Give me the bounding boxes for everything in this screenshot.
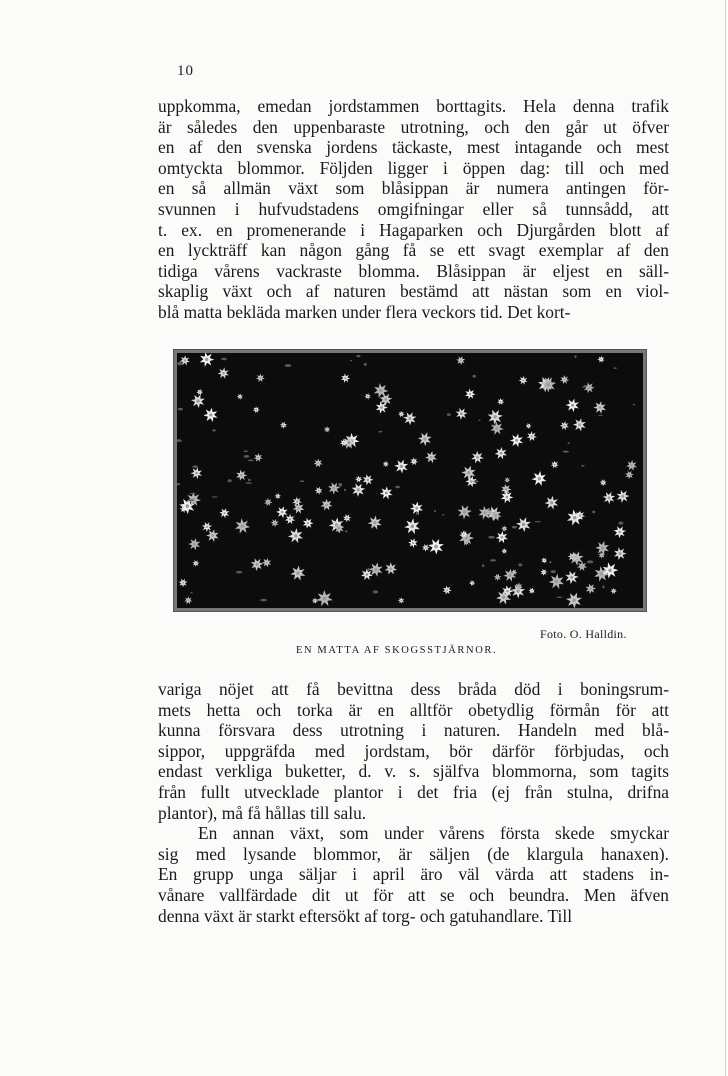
flower-center [469, 393, 471, 395]
flower-center [618, 531, 621, 534]
flower-center [599, 406, 602, 409]
flower-center [384, 398, 387, 401]
flower-center [505, 488, 507, 490]
leaf-speck [248, 479, 251, 481]
photo-credit: Foto. O. Halldin. [540, 627, 627, 641]
leaf-speck [178, 408, 183, 411]
flower-center [400, 600, 402, 602]
flower-center [522, 523, 525, 526]
text-line: svunnen i hufvudstadens omgifningar eller så tunnsådd, att [158, 198, 669, 219]
flower-center [195, 472, 198, 475]
leaf-speck [244, 450, 248, 452]
leaf-speck [563, 451, 570, 453]
text-line: vånare vallfärdade dit ut för att se och beundra. Men äfven [158, 884, 669, 905]
flower-center [425, 547, 427, 549]
flower-center [410, 525, 414, 529]
flower-center [344, 377, 346, 379]
flower-center [385, 492, 388, 495]
leaf-speck [473, 480, 479, 482]
flower-center [317, 462, 319, 464]
leaf-speck [518, 563, 522, 566]
text-line: uppkomma, emedan jordstammen borttagits. Hela denna trafik [158, 96, 669, 116]
text-line: En grupp unga säljar i april äro väl värda att stadens in- [158, 864, 669, 885]
flower-center [323, 597, 327, 601]
flower-center [267, 501, 269, 503]
flower-center [483, 511, 486, 514]
flower-center [608, 569, 612, 573]
flower-center [466, 542, 467, 543]
flower-center [256, 409, 258, 411]
leaf-speck [350, 360, 352, 361]
flower-center [205, 358, 208, 361]
flower-center [494, 514, 497, 517]
flower-center [333, 487, 336, 490]
flower-center [581, 565, 583, 567]
flower-center [518, 586, 520, 588]
photo-frame [173, 349, 647, 612]
flower-center [500, 452, 503, 455]
text-line: sippor, uppgräfda med jordstam, bör därför förbjudas, och [158, 740, 669, 761]
flower-center [195, 562, 197, 564]
text-line: En annan växt, som under vårens första skede smyckar [198, 823, 669, 844]
flower-center [413, 461, 415, 463]
flower-center [193, 543, 196, 546]
flower-center [289, 518, 291, 520]
flower-center [274, 522, 276, 524]
text-line: sig med lysande blommor, är säljen (de klargula hanaxen). [158, 843, 669, 864]
leaf-speck [598, 415, 603, 416]
page-number: 10 [177, 63, 194, 79]
flower-center [538, 477, 541, 480]
flower-center [446, 589, 448, 591]
flower-center [296, 501, 298, 503]
flower-center [506, 479, 507, 480]
flower-center [366, 573, 369, 576]
flower-center [601, 554, 603, 556]
text-line: mets hetta och torka är en alltför obetydlig förmån för att [158, 699, 669, 720]
flower-center [504, 528, 505, 529]
flower-center [343, 442, 345, 444]
leaf-speck [338, 483, 342, 487]
leaf-speck [567, 442, 570, 444]
flower-center [283, 424, 285, 426]
flower-center [618, 552, 621, 555]
leaf-speck [189, 493, 196, 494]
leaf-speck [602, 585, 604, 588]
flower-center [357, 488, 360, 491]
flower-center [389, 567, 392, 570]
flower-center [573, 516, 577, 520]
flower-center [508, 574, 511, 577]
flower-center [579, 514, 581, 516]
flower-center [408, 417, 411, 420]
flower-center [434, 545, 438, 549]
flower-center [575, 556, 577, 558]
leaf-speck [188, 499, 193, 501]
leaf-speck [633, 404, 635, 406]
flower-center [501, 536, 504, 539]
flower-center [502, 596, 505, 599]
leaf-speck [243, 455, 249, 458]
flower-center [460, 359, 462, 361]
flower-center [184, 359, 186, 361]
flower-center [544, 560, 545, 561]
flower-center [600, 359, 602, 361]
leaf-speck [245, 482, 252, 484]
flower-center [550, 501, 553, 504]
leaf-speck [512, 526, 517, 529]
leaf-speck [592, 511, 595, 514]
flower-center [374, 568, 377, 571]
leaf-speck [285, 364, 292, 367]
flower-center [366, 478, 369, 481]
page-edge [725, 0, 726, 1076]
leaf-speck [482, 564, 484, 567]
flower-center [294, 534, 297, 537]
flower-center [373, 521, 376, 524]
leaf-speck [356, 355, 360, 357]
leaf-speck [488, 536, 495, 539]
flower-center [476, 456, 479, 459]
flower-center [500, 401, 502, 403]
text-line: endast verkliga buketter, d. v. s. själfva blommorna, som tagits [158, 761, 669, 782]
flower-center [296, 572, 299, 575]
flower-center [493, 415, 496, 418]
leaf-speck [177, 362, 182, 366]
leaf-speck [534, 521, 541, 522]
flower-center [240, 474, 243, 477]
flower-center [423, 437, 426, 440]
flower-center [412, 542, 414, 544]
text-line: skaplig växt och af naturen bestämd att nästan som en viol- [158, 281, 669, 302]
flower-center [222, 372, 225, 375]
leaf-speck [549, 561, 551, 563]
flower-center [489, 512, 491, 514]
flower-center [297, 507, 300, 510]
flower-center [346, 517, 348, 519]
leaf-speck [551, 570, 556, 573]
flower-center [401, 413, 402, 414]
paragraph-bottom [158, 679, 669, 926]
leaf-speck [345, 530, 347, 532]
flower-center [239, 396, 240, 397]
flower-center [555, 580, 559, 584]
text-line: variga nöjet att få bevittna dess bråda död i boningsrum- [158, 679, 669, 699]
leaf-speck [619, 522, 624, 525]
flower-center [601, 546, 604, 549]
flower-center [277, 495, 278, 496]
flower-center [515, 439, 518, 442]
leaf-speck [346, 436, 349, 437]
leaf-speck [490, 559, 496, 561]
flower-center [621, 495, 624, 498]
leaf-speck [478, 420, 480, 421]
flower-center [460, 412, 463, 415]
text-line: en lyckträff kan någon gång få se ett svagt exemplar af den [158, 240, 669, 261]
flower-center [470, 480, 473, 483]
flower-center [563, 425, 565, 427]
photo-forest-star-flowers [177, 353, 643, 608]
leaf-speck [447, 413, 451, 416]
leaf-speck [587, 560, 594, 563]
text-line: omtyckta blommor. Följden ligger i öppen dag: till och med [158, 157, 669, 178]
flower-center [338, 527, 340, 529]
flower-center [578, 423, 581, 426]
flower-center [543, 571, 545, 573]
leaf-speck [416, 512, 419, 515]
flower-center [196, 399, 199, 402]
flower-center [516, 590, 519, 593]
flower-center [571, 404, 574, 407]
leaf-speck [211, 496, 218, 497]
flower-center [318, 490, 320, 492]
leaf-speck [364, 363, 367, 366]
leaf-speck [236, 571, 242, 574]
leaf-speck [221, 358, 227, 361]
flower-center [379, 389, 382, 392]
flower-center [241, 524, 244, 527]
flower-center [531, 435, 533, 437]
flower-center [564, 379, 566, 381]
flower-center [281, 511, 284, 514]
text-line: kunna försvara dess utrotning i naturen. Handeln med blå- [158, 720, 669, 741]
flower-center [531, 590, 532, 591]
leaf-speck [193, 465, 198, 468]
flower-center [504, 550, 505, 551]
flower-center [187, 599, 189, 601]
flower-center [528, 425, 529, 426]
leaf-speck [581, 465, 585, 467]
flower-center [613, 590, 614, 591]
text-line: t. ex. en promenerande i Hagaparken och Djurgården blott af [158, 219, 669, 240]
flower-center [554, 464, 556, 466]
flower-center [358, 478, 360, 480]
flower-center [255, 563, 258, 566]
leaf-speck [473, 375, 476, 378]
text-line: blå matta bekläda marken under flera veckors tid. Det kort- [158, 301, 571, 322]
flower-center [307, 522, 309, 524]
leaf-speck [378, 431, 382, 433]
flower-center [182, 582, 184, 584]
text-line: en så allmän växt som blåsippan är numera antingen för- [158, 178, 669, 199]
flower-center [628, 474, 630, 476]
text-line: plantor), må få hållas till salu. [158, 802, 367, 823]
flower-center [326, 429, 327, 430]
leaf-speck [344, 489, 346, 492]
flower-center [463, 533, 465, 535]
flower-center [589, 587, 591, 589]
flower-center [223, 512, 225, 514]
flower-center [506, 590, 509, 593]
flower-center [600, 572, 603, 575]
flower-center [463, 510, 466, 513]
flower-center [570, 576, 573, 579]
flower-center [588, 386, 591, 389]
flower-center [347, 441, 350, 444]
text-line: från fullt utvecklade plantor i det fria (ej från stulna, drifna [158, 781, 669, 802]
leaf-speck [368, 568, 370, 571]
text-line: tidiga vårens vackraste blomma. Blåsippan är eljest en säll- [158, 260, 669, 281]
leaf-speck [248, 460, 254, 462]
flower-center [257, 457, 259, 459]
paragraph-top [158, 96, 669, 323]
flower-center [367, 396, 369, 398]
flower-center [630, 464, 632, 466]
flower-center [572, 598, 576, 602]
text-line: denna växt är starkt eftersökt af torg- och gatuhandlare. Till [158, 905, 573, 926]
leaf-speck [434, 510, 436, 512]
flower-center [266, 562, 268, 564]
flower-center [314, 600, 315, 601]
flower-center [505, 496, 508, 499]
flower-center [206, 526, 208, 528]
flower-center [259, 377, 261, 379]
leaf-speck [556, 597, 562, 598]
flower-center [495, 427, 498, 430]
flower-center [497, 576, 499, 578]
leaf-speck [228, 479, 232, 482]
leaf-speck [190, 592, 192, 593]
leaf-speck [300, 480, 305, 482]
leaf-speck [582, 386, 586, 388]
flower-center [380, 406, 383, 409]
flower-center [400, 465, 403, 468]
leaf-speck [395, 486, 400, 489]
flower-center [522, 379, 524, 381]
leaf-speck [442, 514, 445, 515]
leaf-speck [574, 355, 576, 358]
flower-center [385, 463, 386, 464]
flower-center [547, 383, 551, 387]
flower-center [415, 507, 418, 510]
leaf-speck [614, 367, 617, 369]
leaf-speck [212, 429, 216, 431]
flower-center [467, 471, 470, 474]
flower-center [211, 534, 214, 537]
text-line: är således den uppenbaraste utrotning, och den går ut öfver [158, 116, 669, 137]
flower-center [325, 503, 328, 506]
flower-center [608, 496, 611, 499]
flower-center [186, 504, 190, 508]
photo-caption: EN MATTA AF SKOGSSTJÄRNOR. [296, 645, 498, 656]
flower-center [199, 391, 201, 393]
leaf-speck [373, 590, 378, 593]
flower-center [209, 413, 212, 416]
flower-center [430, 456, 433, 459]
text-line: en af den svenska jordens täckaste, mest intagande och mest [158, 137, 669, 158]
leaf-speck [260, 599, 266, 602]
flower-center [471, 582, 472, 583]
flower-center [602, 482, 604, 484]
